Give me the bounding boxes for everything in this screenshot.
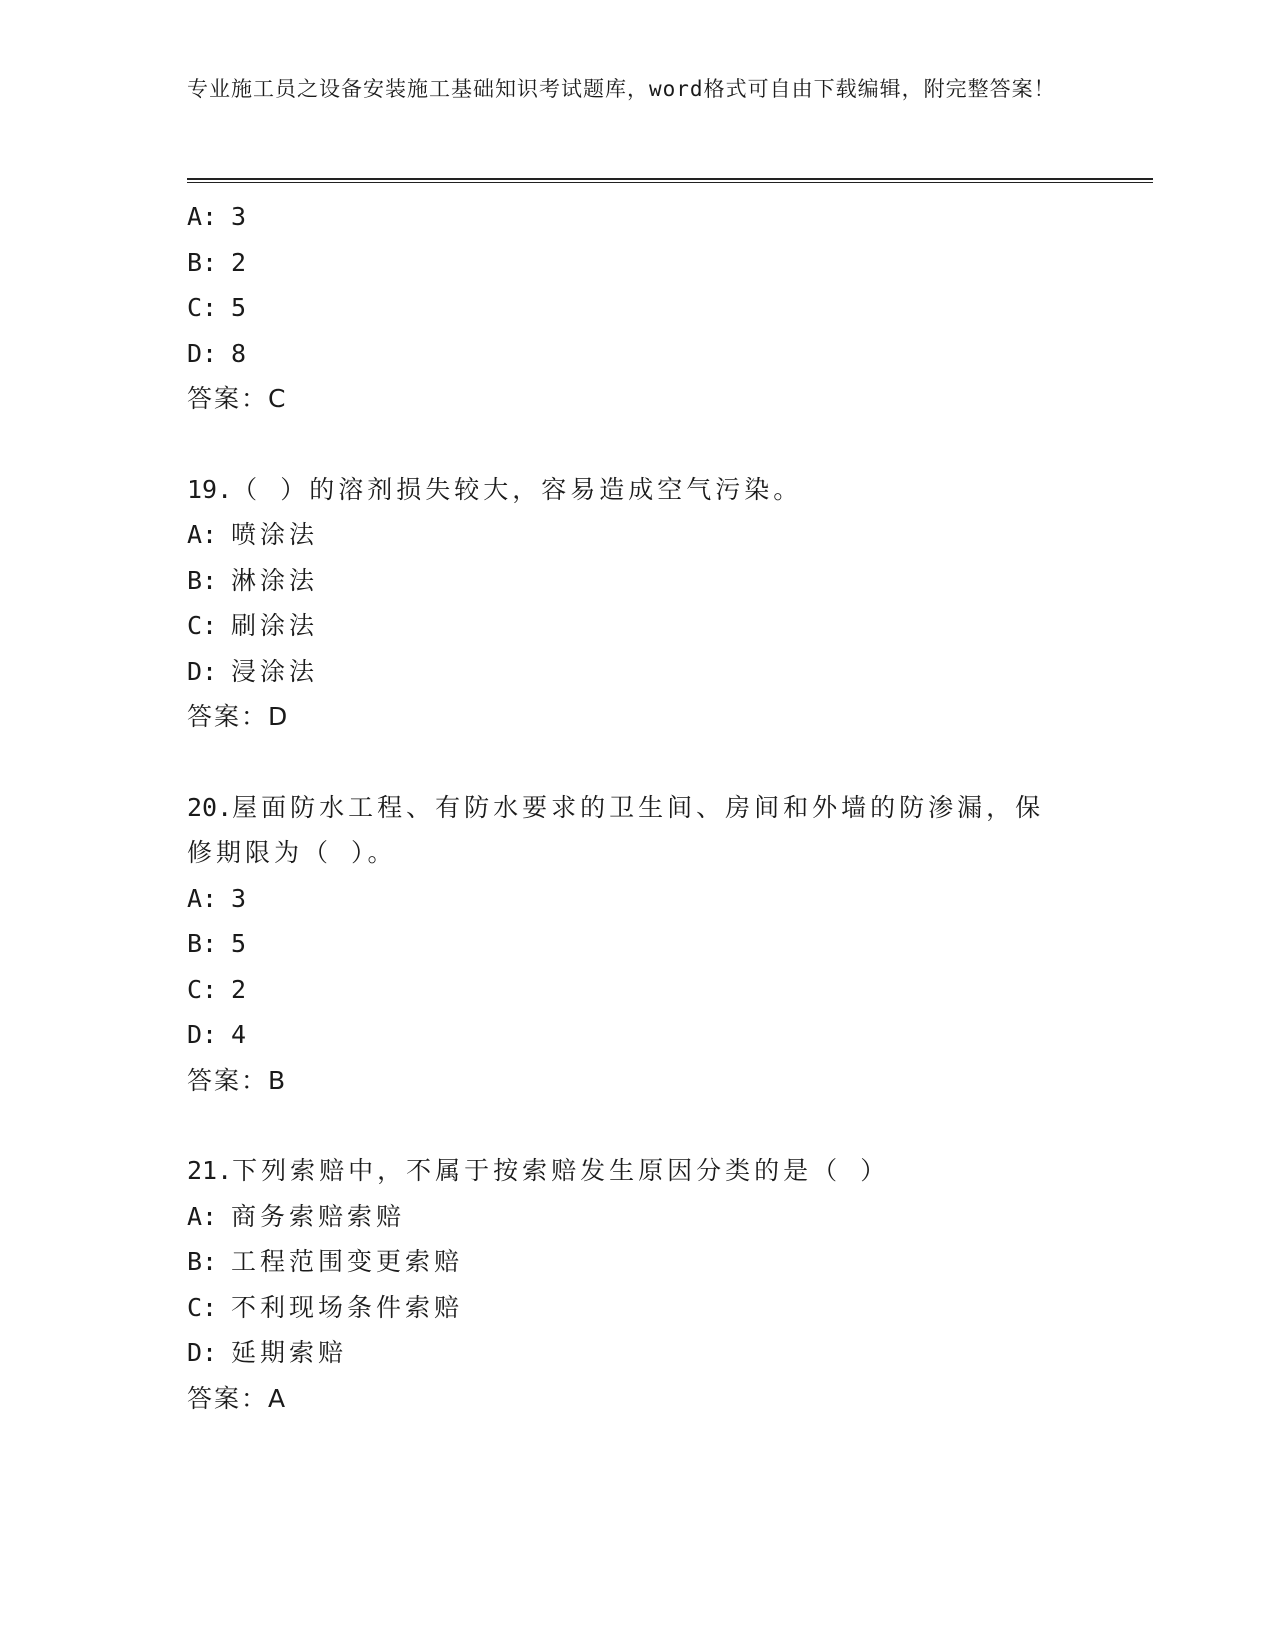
option-letter: B: [187, 929, 218, 958]
option-text: 商务索赔索赔 [231, 1201, 406, 1231]
option-b [187, 921, 1087, 967]
option-letter: A: [187, 202, 218, 231]
question-number: 20. [187, 792, 233, 822]
option-letter: D: [187, 338, 218, 368]
option-text: 5 [231, 929, 251, 958]
option-text: 浸涂法 [231, 656, 319, 686]
option-b [187, 558, 1087, 604]
option-text: 喷涂法 [231, 520, 319, 549]
question-number: 19. [187, 474, 233, 504]
option-text: 8 [231, 338, 251, 368]
answer-line: 答案：B [187, 1065, 288, 1095]
question-stem [187, 785, 1067, 876]
question-19 [187, 467, 1087, 740]
option-text: 2 [231, 247, 251, 277]
option-letter: A: [187, 883, 218, 913]
question-number: 21. [187, 1156, 233, 1185]
option-c [187, 285, 1087, 331]
option-b [187, 240, 1087, 286]
question-stem [187, 467, 1067, 513]
spacer [187, 740, 1087, 785]
header-title: 专业施工员之设备安装施工基础知识考试题库，word格式可自由下载编辑，附完整答案！ [187, 77, 1056, 101]
question-21 [187, 1148, 1087, 1421]
option-letter: D: [187, 1338, 218, 1367]
option-letter: B: [187, 565, 218, 595]
option-letter: D: [187, 656, 218, 686]
option-letter: D: [187, 1020, 218, 1049]
option-letter: C: [187, 1292, 218, 1322]
question-text: 屋面防水工程、有防水要求的卫生间、房间和外墙的防渗漏，保修期限为（ ）。 [187, 792, 1045, 867]
option-letter: A: [187, 520, 218, 549]
option-text: 3 [231, 883, 251, 913]
option-text: 不利现场条件索赔 [231, 1292, 464, 1322]
question-text: （ ）的溶剂损失较大，容易造成空气污染。 [232, 474, 803, 504]
question-20 [187, 785, 1087, 1104]
option-d [187, 1012, 1087, 1058]
option-text: 刷涂法 [231, 611, 319, 640]
question-text: 下列索赔中，不属于按索赔发生原因分类的是（ ） [232, 1156, 890, 1185]
answer-line: 答案：D [187, 702, 290, 731]
answer-line: 答案：A [187, 1383, 288, 1413]
option-text: 延期索赔 [231, 1338, 348, 1367]
option-letter: B: [187, 1247, 218, 1276]
option-a [187, 1194, 1087, 1240]
option-letter: A: [187, 1201, 218, 1231]
option-c [187, 1285, 1087, 1331]
option-d [187, 1330, 1087, 1376]
spacer [187, 422, 1087, 467]
option-c [187, 603, 1087, 649]
option-text: 工程范围变更索赔 [231, 1247, 464, 1276]
spacer [187, 1103, 1087, 1148]
option-text: 2 [231, 974, 251, 1004]
option-a [187, 876, 1087, 922]
option-letter: B: [187, 247, 218, 277]
answer-line: 答案：C [187, 384, 288, 413]
option-d [187, 331, 1087, 377]
question-list [187, 194, 1087, 1421]
option-c [187, 967, 1087, 1013]
option-text: 3 [231, 202, 251, 231]
option-d [187, 649, 1087, 695]
document-header [187, 72, 1067, 106]
option-text: 淋涂法 [231, 565, 319, 595]
option-text: 4 [231, 1020, 251, 1049]
question-stem [187, 1148, 1067, 1194]
option-letter: C: [187, 974, 218, 1004]
question-18 [187, 194, 1087, 422]
header-divider [187, 178, 1153, 183]
option-letter: C: [187, 293, 218, 322]
option-b [187, 1239, 1087, 1285]
option-letter: C: [187, 611, 218, 640]
option-a [187, 194, 1087, 240]
option-text: 5 [231, 293, 251, 322]
option-a [187, 512, 1087, 558]
